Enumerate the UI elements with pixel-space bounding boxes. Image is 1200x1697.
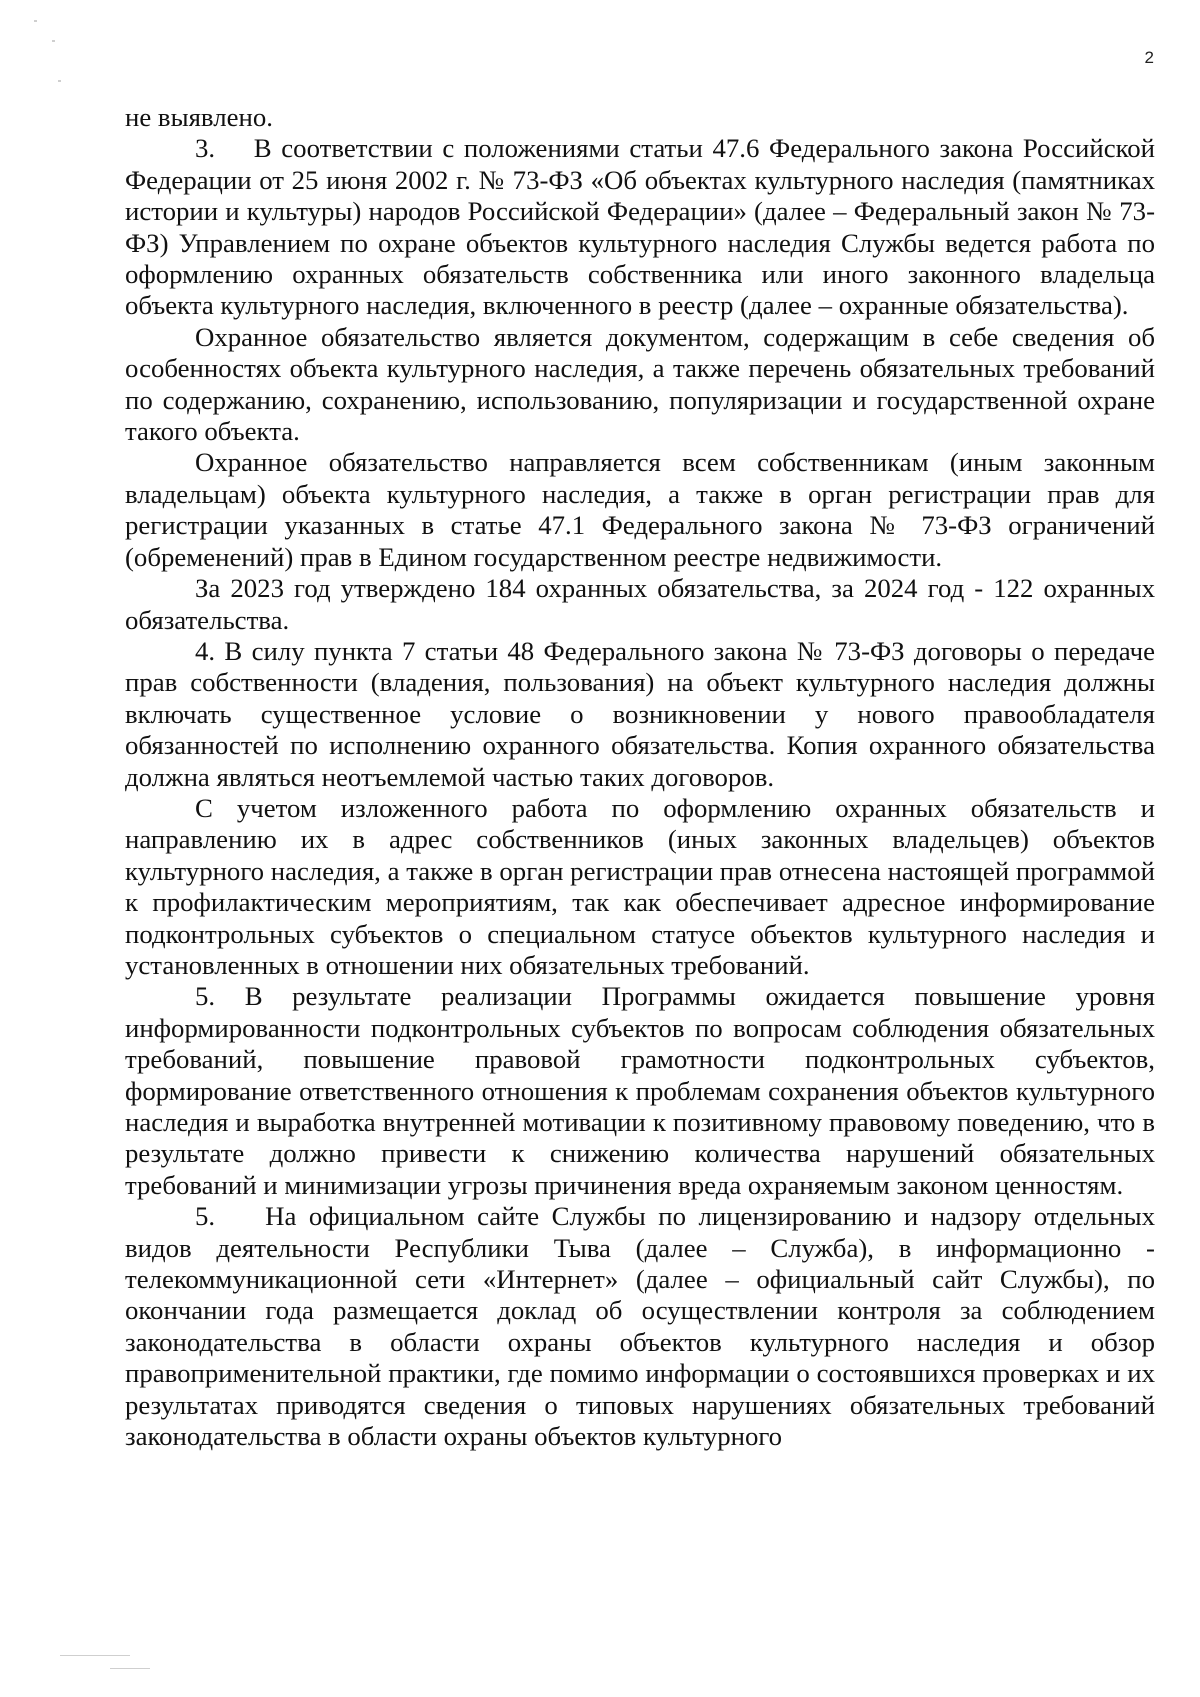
scan-artifact	[58, 80, 61, 82]
scan-artifact	[60, 1655, 130, 1656]
scan-artifact	[34, 20, 37, 22]
document-body	[125, 102, 1155, 1452]
paragraph-section-5-expected-results: 5. В результате реализации Программы ожидается повышение уровня информированности подконтрольных субъектов по вопросам соблюдения обязательных требований, повышение правовой грамотности подконтрольных субъектов, формирование ответственного отношения к проблемам сохранения объектов культурного наследия и выработка внутренней мотивации к позитивному правовому поведению, что в результате должно привести к снижению количества нарушений обязательных требований и минимизации угрозы причинения вреда охраняемым законом ценностям.	[125, 981, 1155, 1200]
paragraph-section-3-security-obligations: 3. В соответствии с положениями статьи 47.6 Федерального закона Российской Федерации от 25 июня 2002 г. № 73-ФЗ «Об объектах культурного наследия (памятниках истории и культуры) народов Российской Федерации» (далее – Федеральный закон № 73-ФЗ) Управлением по охране объектов культурного наследия Службы ведется работа по оформлению охранных обязательств собственника или иного законного владельца объекта культурного наследия, включенного в реестр (далее – охранные обязательства).	[125, 133, 1155, 321]
page-number: 2	[1144, 48, 1154, 67]
paragraph-section-4-contracts: 4. В силу пункта 7 статьи 48 Федерального закона № 73-ФЗ договоры о передаче прав собственности (владения, пользования) на объект культурного наследия должны включать существенное условие о возникновении у нового правообладателя обязанностей по исполнению охранного обязательства. Копия охранного обязательства должна являться неотъемлемой частью таких договоров.	[125, 635, 1155, 792]
paragraph-section-5-official-site: 5. На официальном сайте Службы по лицензированию и надзору отдельных видов деятельности Республики Тыва (далее – Служба), в информационно - телекоммуникационной сети «Интернет» (далее – официальный сайт Службы), по окончании года размещается доклад об осуществлении контроля за соблюдением законодательства в области охраны объектов культурного наследия и обзор правоприменительной практики, где помимо информации о состоявшихся проверках и их результатах приводятся сведения о типовых нарушениях обязательных требований законодательства в области охраны объектов культурного	[125, 1201, 1155, 1452]
scan-artifact	[110, 1668, 150, 1669]
paragraph-obligation-statistics: За 2023 год утверждено 184 охранных обязательства, за 2024 год - 122 охранных обязательства.	[125, 573, 1155, 635]
paragraph-continuation: не выявлено.	[125, 102, 273, 132]
paragraph-preventive-measures: С учетом изложенного работа по оформлению охранных обязательств и направлению их в адрес собственников (иных законных владельцев) объектов культурного наследия, а также в орган регистрации прав отнесена настоящей программой к профилактическим мероприятиям, так как обеспечивает адресное информирование подконтрольных субъектов о специальном статусе объектов культурного наследия и установленных в отношении них обязательных требований.	[125, 792, 1155, 980]
paragraph-obligation-distribution: Охранное обязательство направляется всем собственникам (иным законным владельцам) объекта культурного наследия, а также в орган регистрации прав для регистрации указанных в статье 47.1 Федерального закона № 73-ФЗ ограничений (обременений) прав в Едином государственном реестре недвижимости.	[125, 447, 1155, 572]
scan-artifact	[52, 40, 55, 42]
paragraph-obligation-definition: Охранное обязательство является документом, содержащим в себе сведения об особенностях объекта культурного наследия, а также перечень обязательных требований по содержанию, сохранению, использованию, популяризации и государственной охране такого объекта.	[125, 321, 1155, 447]
